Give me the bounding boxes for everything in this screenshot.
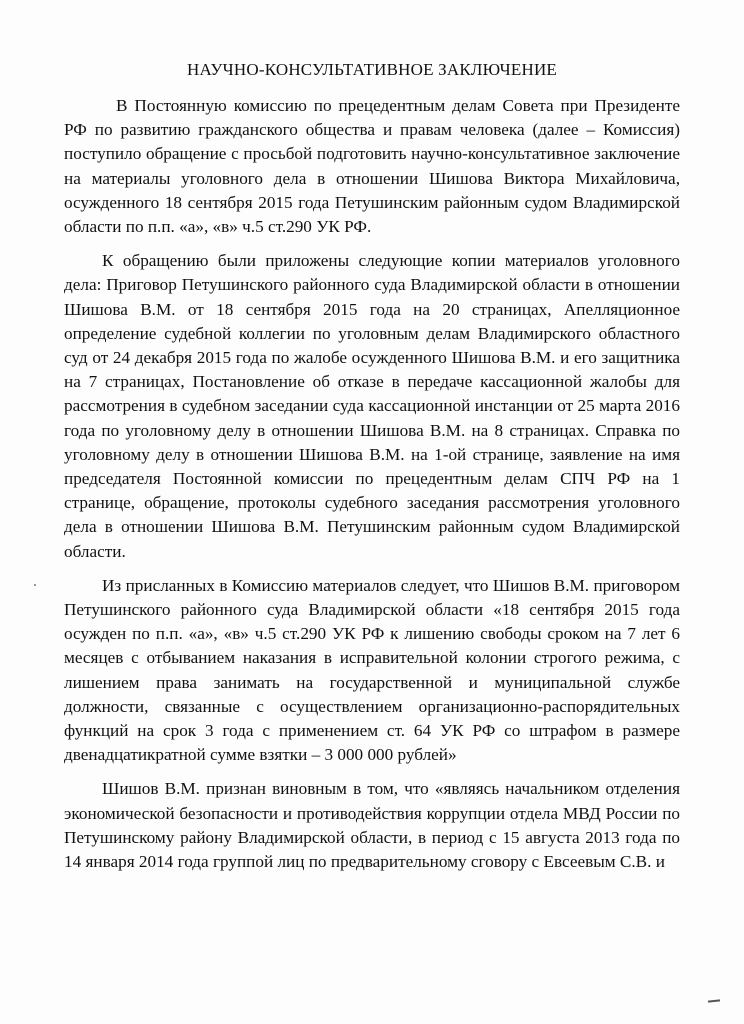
document-body: [64, 94, 680, 874]
scan-speck: [34, 584, 36, 586]
paragraph-verdict: Шишов В.М. признан виновным в том, что «являясь начальником отделения экономической безопасности и противодействия коррупции отдела МВД России по Петушинскому району Владимирской области, в период с 15 августа 2013 года по 14 января 2014 года группой лиц по предварительному сговору с Евсеевым С.В. и: [64, 779, 680, 872]
paragraph-attachments: К обращению были приложены следующие копии материалов уголовного дела: Приговор Петушинского районного суда Владимирской области в отношении Шишова В.М. от 18 сентября 2015 года на 20 страницах, Апелляционное определение судебной коллегии по уголовным делам Владимирского областного суд от 24 декабря 2015 года по жалобе осужденного Шишова В.М. и его защитника на 7 страницах, Постановление об отказе в передаче кассационной жалобы для рассмотрения в судебном заседании суда кассационной инстанции от 25 марта 2016 года по уголовному делу в отношении Шишова В.М. на 8 страницах. Справка по уголовному делу в отношении Шишова В.М. на 1-ой странице, заявление на имя председателя Постоянной комиссии по прецедентным делам СПЧ РФ на 1 странице, обращение, протоколы судебного заседания рассмотрения уголовного дела в отношении Шишова В.М. Петушинским районным судом Владимирской области.: [64, 251, 680, 561]
paragraph-sentence: Из присланных в Комиссию материалов следует, что Шишов В.М. приговором Петушинского районного суда Владимирской области «18 сентября 2015 года осужден по п.п. «а», «в» ч.5 ст.290 УК РФ к лишению свободы сроком на 7 лет 6 месяцев с отбыванием наказания в исправительной колонии строгого режима, с лишением права занимать на государственной и муниципальной службе должности, связанные с осуществлением организационно-распорядительных функций на срок 3 года с применением ст. 64 УК РФ со штрафом в размере двенадцатикратной сумме взятки – 3 000 000 рублей»: [64, 575, 680, 765]
paragraph-appeal: В Постоянную комиссию по прецедентным делам Совета при Президенте РФ по развитию гражданского общества и правам человека (далее – Комиссия) поступило обращение с просьбой подготовить научно-консультативное заключение на материалы уголовного дела в отношении Шишова Виктора Михайловича, осужденного 18 сентября 2015 года Петушинским районным судом Владимирской области по п.п. «а», «в» ч.5 ст.290 УК РФ.: [64, 96, 680, 237]
scan-mark: [708, 999, 720, 1002]
document-title: НАУЧНО-КОНСУЛЬТАТИВНОЕ ЗАКЛЮЧЕНИЕ: [186, 60, 558, 79]
